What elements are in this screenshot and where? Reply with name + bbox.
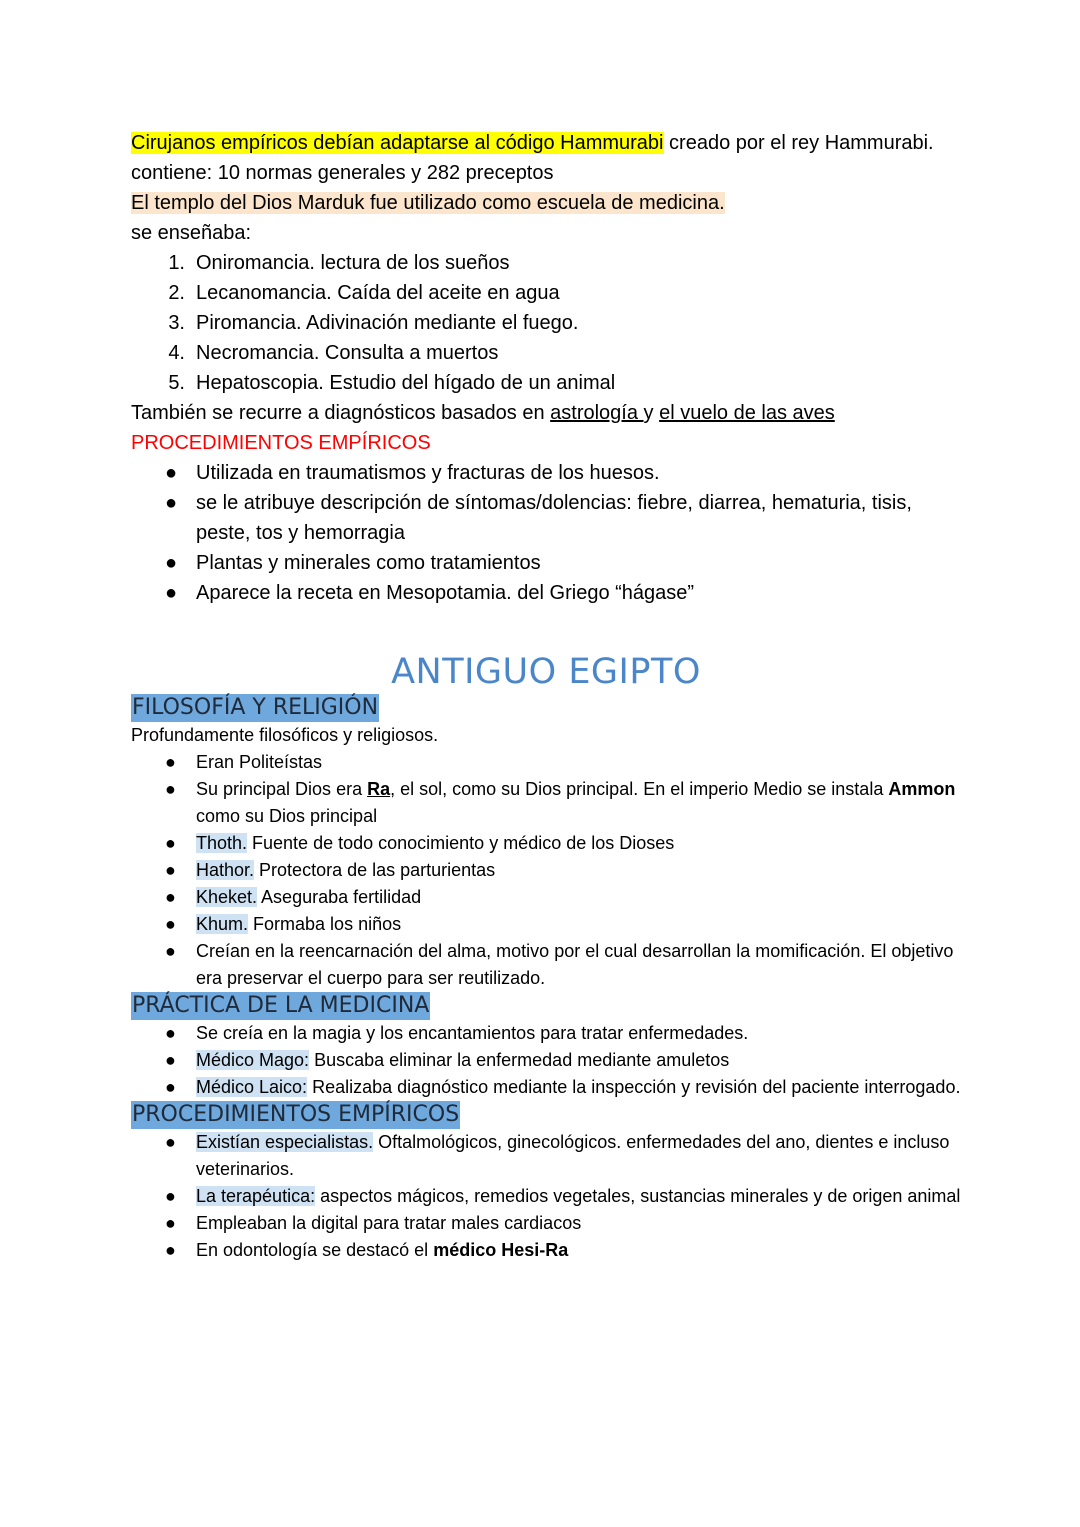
list-item: ● La terapéutica: aspectos mágicos, remedios vegetales, sustancias minerales y de origen animal: [131, 1183, 961, 1210]
bullet-icon: ●: [165, 860, 176, 880]
bullet-icon: ●: [165, 887, 176, 907]
paragraph-marduk: [131, 188, 961, 218]
section-heading-filosofia: FILOSOFÍA Y RELIGIÓN: [132, 695, 379, 720]
paragraph-profundamente: Profundamente filosóficos y religiosos.: [131, 725, 439, 745]
paragraph-se-ensenaba: se enseñaba:: [131, 222, 252, 244]
list-item: 1. Oniromancia. lectura de los sueños: [168, 252, 510, 274]
list-item: ● se le atribuye descripción de síntomas/dolencias: fiebre, diarrea, hematuria, tisis, peste, tos y hemorragia: [131, 488, 961, 548]
list-item: ● Thoth. Fuente de todo conocimiento y médico de los Dioses: [131, 830, 961, 857]
bullet-icon: ●: [165, 1240, 176, 1260]
bullet-icon: ●: [165, 1132, 176, 1152]
page-title-antiguo-egipto: ANTIGUO EGIPTO: [391, 652, 701, 692]
highlight-text: El templo del Dios Marduk fue utilizado como escuela de medicina.: [131, 192, 725, 214]
bullet-icon: ●: [165, 1213, 176, 1233]
list-item: ● Médico Mago: Buscaba eliminar la enfermedad mediante amuletos: [131, 1047, 961, 1074]
list-item: ● Existían especialistas. Oftalmológicos, ginecológicos. enfermedades del ano, dientes e incluso veterinarios.: [131, 1129, 961, 1183]
bullet-icon: ●: [165, 1077, 176, 1097]
list-item: 4. Necromancia. Consulta a muertos: [168, 342, 499, 364]
heading-procedimientos-mesopotamia: PROCEDIMIENTOS EMPÍRICOS: [131, 432, 431, 454]
highlight-text: Cirujanos empíricos debían adaptarse al código Hammurabi: [131, 132, 664, 154]
list-item: 2. Lecanomancia. Caída del aceite en agua: [168, 282, 560, 304]
bullet-icon: ●: [165, 582, 178, 604]
list-item: ● En odontología se destacó el médico Hesi-Ra: [131, 1237, 961, 1264]
list-item: ● Su principal Dios era Ra, el sol, como su Dios principal. En el imperio Medio se instala Ammon como su Dios principal: [131, 776, 961, 830]
list-item: ● Empleaban la digital para tratar males cardiacos: [131, 1210, 961, 1237]
bullet-list-procedimientos: [131, 458, 961, 608]
paragraph-diagnosticos: También se recurre a diagnósticos basados en astrología y el vuelo de las aves: [131, 402, 835, 424]
list-item: ● Plantas y minerales como tratamientos: [131, 548, 961, 578]
paragraph-contiene: contiene: 10 normas generales y 282 preceptos: [131, 162, 554, 184]
document-page: [131, 128, 961, 1264]
list-item: ● Eran Politeístas: [131, 749, 961, 776]
bullet-list-procedimientos-egipto: [131, 1129, 961, 1264]
list-item: ● Se creía en la magia y los encantamientos para tratar enfermedades.: [131, 1020, 961, 1047]
bullet-icon: ●: [165, 552, 178, 574]
bullet-icon: ●: [165, 462, 178, 484]
section-heading-practica: PRÁCTICA DE LA MEDICINA: [132, 993, 430, 1018]
numbered-list: [131, 248, 961, 398]
paragraph-hammurabi: Cirujanos empíricos debían adaptarse al código Hammurabi creado por el rey Hammurabi.: [131, 132, 934, 154]
bullet-icon: ●: [165, 492, 178, 514]
bullet-icon: ●: [165, 833, 176, 853]
bullet-icon: ●: [165, 779, 176, 799]
list-item: ● Creían en la reencarnación del alma, motivo por el cual desarrollan la momificación. El objetivo era preservar el cuerpo para ser reutilizado.: [131, 938, 961, 992]
list-item: ● Médico Laico: Realizaba diagnóstico mediante la inspección y revisión del paciente interrogado.: [131, 1074, 961, 1101]
list-item: ● Utilizada en traumatismos y fracturas de los huesos.: [131, 458, 961, 488]
bullet-icon: ●: [165, 1050, 176, 1070]
bullet-list-practica: [131, 1020, 961, 1101]
bullet-icon: ●: [165, 1023, 176, 1043]
list-item: ● Aparece la receta en Mesopotamia. del Griego “hágase”: [131, 578, 961, 608]
list-item: ● Hathor. Protectora de las parturientas: [131, 857, 961, 884]
list-item: ● Khum. Formaba los niños: [131, 911, 961, 938]
bullet-icon: ●: [165, 1186, 176, 1206]
bullet-list-filosofia: [131, 749, 961, 992]
list-item: ● Kheket. Aseguraba fertilidad: [131, 884, 961, 911]
section-heading-procedimientos: PROCEDIMIENTOS EMPÍRICOS: [132, 1102, 460, 1127]
list-item: 5. Hepatoscopia. Estudio del hígado de un animal: [168, 372, 616, 394]
list-item: 3. Piromancia. Adivinación mediante el fuego.: [168, 312, 579, 334]
bullet-icon: ●: [165, 914, 176, 934]
bullet-icon: ●: [165, 941, 176, 961]
bullet-icon: ●: [165, 752, 176, 772]
